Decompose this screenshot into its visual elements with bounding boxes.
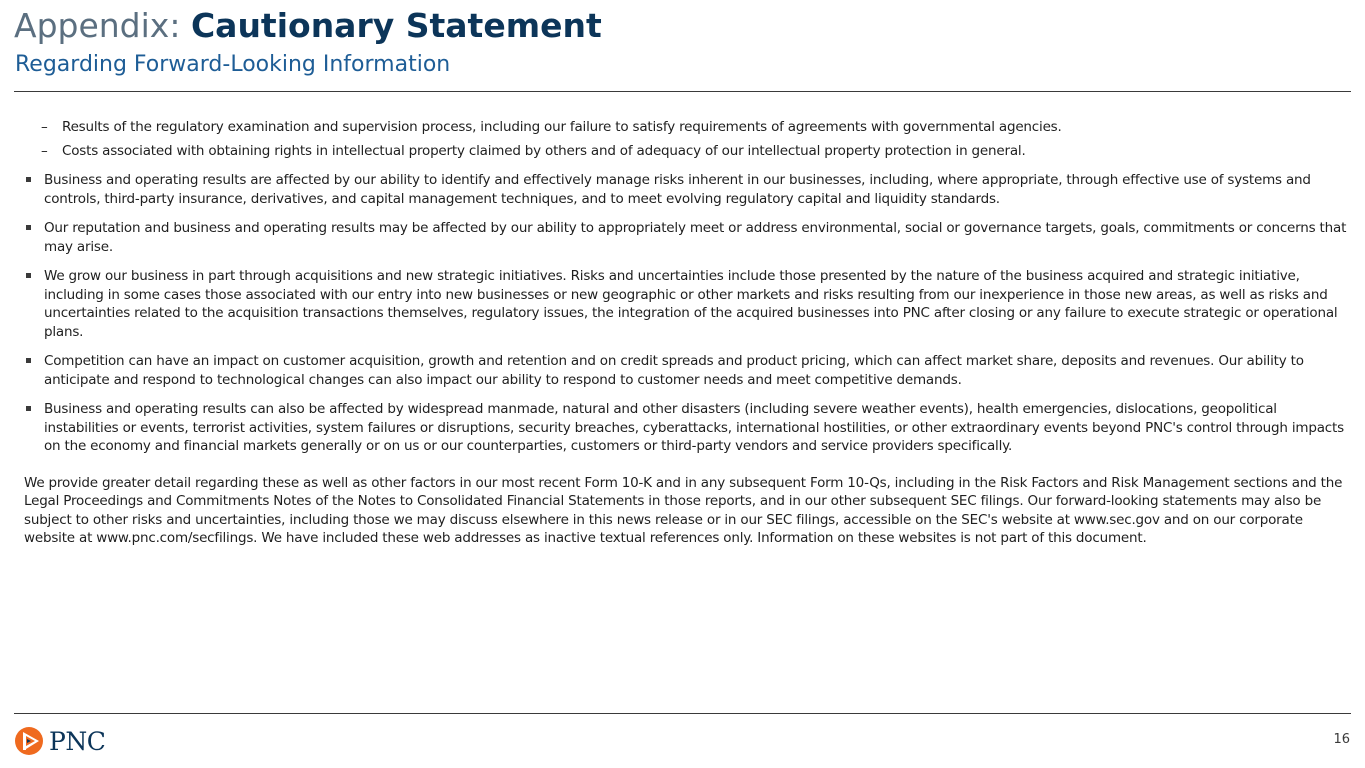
page-title xyxy=(14,6,602,46)
dash-marker: – xyxy=(41,142,48,159)
footer-divider xyxy=(14,713,1351,714)
closing-paragraph: We provide greater detail regarding these as well as other factors in our most recent Form 10-K and in any subsequent Form 10-Qs, including in the Risk Factors and Risk Management sections and the Legal Proceedings and Commitments Notes of the Notes to Consolidated Financial Statements in those reports, and in our other subsequent SEC filings. Our forward-looking statements may also be subject to other risks and uncertainties, including those we may discuss elsewhere in this news release or in our SEC filings, accessible on the SEC's website at www.sec.gov and on our corporate website at www.pnc.com/secfilings. We have included these web addresses as inactive textual references only. Information on these websites is not part of this document. xyxy=(24,474,1343,546)
bullet-list-item xyxy=(24,400,1351,456)
bullet-item-text: Competition can have an impact on customer acquisition, growth and retention and on credit spreads and product pricing, which can affect market share, deposits and revenues. Our ability to anticipate and respond to technological changes can also impact our ability to respond to customer needs and meet competitive demands. xyxy=(44,353,1304,388)
header-divider xyxy=(14,91,1351,92)
pnc-logo-icon xyxy=(14,726,44,756)
square-bullet-icon xyxy=(26,273,31,278)
bullet-list-item xyxy=(24,352,1351,389)
pnc-logo xyxy=(14,726,105,756)
dash-marker: – xyxy=(41,119,48,135)
square-bullet-icon xyxy=(26,177,31,182)
dash-item-text: Results of the regulatory examination and supervision process, including our failure to satisfy requirements of agreements with governmental agencies. xyxy=(62,119,1062,135)
page-title-prefix: Appendix: xyxy=(14,6,191,45)
bullet-item-text: Business and operating results can also be affected by widespread manmade, natural and other disasters (including severe weather events), health emergencies, dislocations, geopolitical instabilities or events, terrorist activities, system failures or disruptions, security breaches, cyberattacks, international hostilities, or other extraordinary events beyond PNC's control through impacts on the economy and financial markets generally or on us or our counterparties, customers or third-party vendors and service providers specifically. xyxy=(44,401,1344,454)
square-bullet-icon xyxy=(26,225,31,230)
bullet-list-item xyxy=(24,171,1351,208)
bullet-item-text: Our reputation and business and operating results may be affected by our ability to appropriately meet or address environmental, social or governance targets, goals, commitments or concerns that may arise. xyxy=(44,220,1347,255)
dash-list-item xyxy=(24,118,1351,137)
page-number: 16 xyxy=(1333,732,1350,747)
bullet-item-text: We grow our business in part through acquisitions and new strategic initiatives. Risks and uncertainties include those presented by the nature of the business acquired and strategic initiative, including in some cases those associated with our entry into new businesses or new geographic or other markets and risks resulting from our inexperience in those new areas, as well as risks and uncertainties related to the acquisition transactions themselves, regulatory issues, the integration of the acquired businesses into PNC after closing or any failure to execute strategic or operational plans. xyxy=(44,268,1338,340)
bullet-list-item xyxy=(24,267,1351,341)
statement-body xyxy=(24,118,1351,548)
bullet-item-text: Business and operating results are affected by our ability to identify and effectively manage risks inherent in our businesses, including, where appropriate, through effective use of systems and controls, third-party insurance, derivatives, and capital management techniques, and to meet evolving regulatory capital and liquidity standards. xyxy=(44,172,1311,207)
dash-list-item xyxy=(24,142,1351,161)
dash-item-text: Costs associated with obtaining rights in intellectual property claimed by others and of adequacy of our intellectual property protection in general. xyxy=(62,142,1026,159)
bullet-list-item xyxy=(24,219,1351,256)
square-bullet-icon xyxy=(26,406,31,411)
page-title-strong: Cautionary Statement xyxy=(190,6,602,45)
square-bullet-icon xyxy=(26,358,31,363)
logo-wordmark: PNC xyxy=(49,726,106,756)
page-subtitle: Regarding Forward-Looking Information xyxy=(15,52,451,77)
